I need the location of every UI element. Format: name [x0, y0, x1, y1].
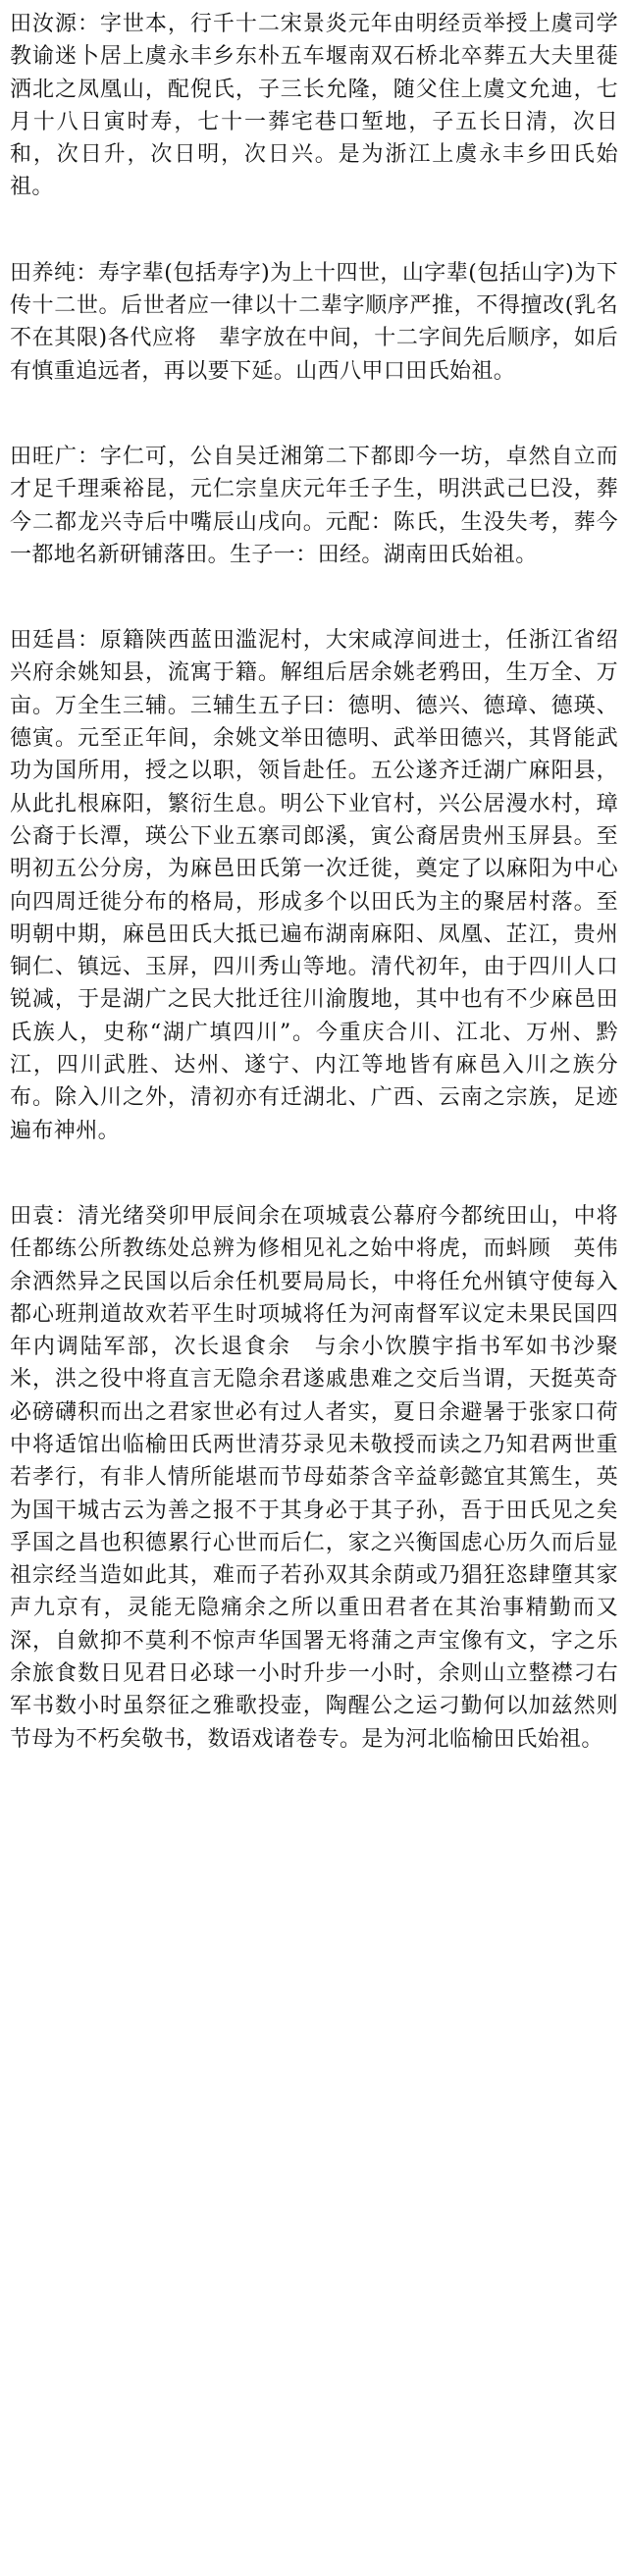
paragraph-gap	[10, 204, 618, 257]
entry-tian-yuan: 田袁：清光绪癸卯甲辰间余在项城袁公幕府今都统田山，中将任都练公所教练处总辨为修相见礼之始中将虎，而蚪顾 英伟余洒然异之民国以后余任机要局局长，中将任允州镇守使每入都心班荆道故欢若平生时项城将任为河南督军议定未果民国四年内调陆军部，次长退食余 与余小饮膜宇指书军如书沙聚米，洪之役中将直言无隐余君遂戚患难之交后当谓，天挺英奇必磅礴积而出之君家世必有过人者实，夏日余避暑于张家口荷中将适馆出临榆田氏两世清芬录见未敬授而读之乃知君两世重若孝行，有非人情所能堪而节母茹荼含辛益彰懿宜其篤生，英为国干城古云为善之报不于其身必于其子孙，吾于田氏见之矣孚国之昌也积德累行心世而后仁，家之兴衡国虑心历久而后显祖宗经当造如此其，难而子若孙双其余荫或乃猖狂恣肆墮其家声九京有，灵能无隐痛余之所以重田君者在其治事精勤而又深，自歛抑不莫利不惊声华国署无将蒲之声宝像有文，字之乐余旅食数日见君日必球一小时升步一小时，余则山立整襟刁右军书数小时虽祭征之雅歌投壶，陶醒公之运刁勤何以加兹然则节母为不朽矣敬书，数语戏诸卷专。是为河北临榆田氏始祖。	[10, 1203, 618, 1752]
entry-tian-ruyuan: 田汝源：字世本，行千十二宋景炎元年由明经贡举授上虞司学教谕迷卜居上虞永丰乡东朴五车堰南双石桥北卒葬五大夫里蓰洒北之凤凰山，配倪氏，子三长允隆，随父住上虞文允迪，七月十八日寅时寿，七十一葬宅巷口堑地，子五长日清，次日和，次日升，次日明，次日兴。是为浙江上虞永丰乡田氏始祖。	[10, 12, 618, 200]
entry-tian-yangchun: 田养纯：寿字辈(包括寿字)为上十四世，山字辈(包括山字)为下传十二世。后世者应一律以十二辈字顺序严推，不得擅改(乳名不在其限)各代应将 辈字放在中间，十二字间先后顺序，如后有慎重追远者，再以要下延。山西八甲口田氏始祖。	[10, 260, 618, 384]
paragraph-gap	[10, 571, 618, 624]
paragraph-gap	[10, 388, 618, 441]
entry-tian-tingchang: 田廷昌：原籍陕西蓝田滥泥村，大宋咸淳间进士，任浙江省绍兴府余姚知县，流寓于籍。解组后居余姚老鸦田，生万全、万亩。万全生三辅。三辅生五子曰：德明、德兴、德璋、德瑛、德寅。元至正年间，余姚文举田德明、武举田德兴，其肾能武功为国所用，授之以职，领旨赴任。五公遂齐迁湖广麻阳县，从此扎根麻阳，繁衍生息。明公下业官村，兴公居漫水村，璋公裔于长潭，瑛公下业五寨司郎溪，寅公裔居贵州玉屏县。至明初五公分房，为麻邑田氏第一次迁徙，奠定了以麻阳为中心向四周迁徙分布的格局，形成多个以田氏为主的聚居村落。至明朝中期，麻邑田氏大抵已遍布湖南麻阳、凤凰、芷江，贵州铜仁、镇远、玉屏，四川秀山等地。清代初年，由于四川人口锐减，于是湖广之民大批迁往川渝腹地，其中也有不少麻邑田氏族人，史称“湖广填四川”。今重庆合川、江北、万州、黔江，四川武胜、达州、遂宁、内江等地皆有麻邑入川之族分布。除入川之外，清初亦有迁湖北、广西、云南之宗族，足迹遍布神州。	[10, 628, 618, 1143]
paragraph-gap	[10, 1147, 618, 1200]
entry-tian-wangguang: 田旺广：字仁可，公自吴迁湘第二下都即今一坊，卓然自立而才足千理乘裕昆，元仁宗皇庆元年壬子生，明洪武己巳没，葬今二都龙兴寺后中嘴辰山戌向。元配：陈氏，生没失考，葬今一都地名新研铺落田。生子一：田经。湖南田氏始祖。	[10, 444, 618, 567]
